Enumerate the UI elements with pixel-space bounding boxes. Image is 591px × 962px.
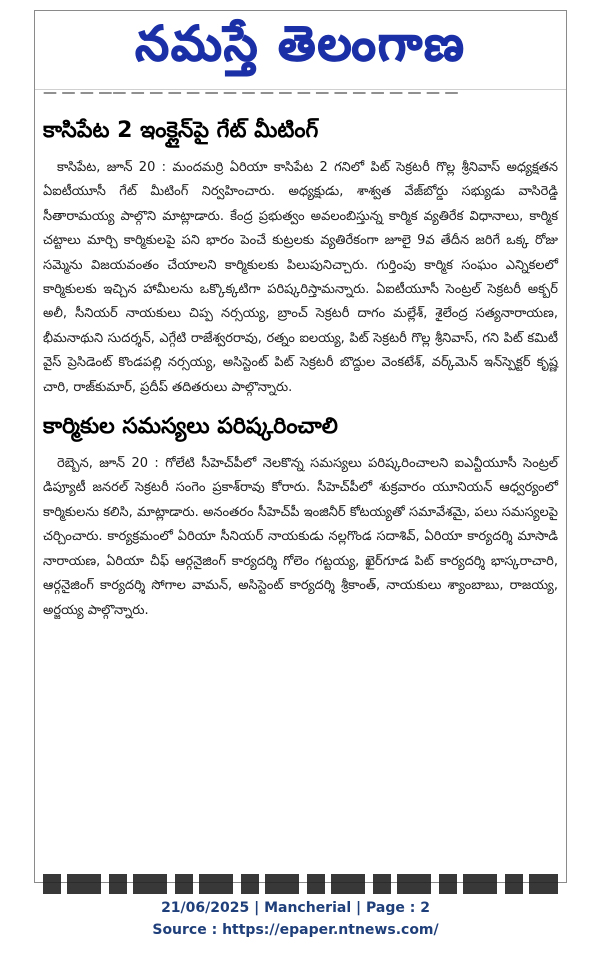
article-workers-issues <box>35 412 566 623</box>
cut-off-headline-fragment <box>43 874 558 894</box>
cut-off-next-headline <box>43 874 558 894</box>
cut-off-previous-text <box>43 85 558 108</box>
source-footer <box>0 897 591 941</box>
article-headline: కార్మికుల సమస్యలు పరిష్కరించాలి <box>43 414 338 440</box>
newspaper-clipping <box>34 10 567 883</box>
footer-date-page: 21/06/2025 | Mancherial | Page : 2 <box>161 900 430 916</box>
newspaper-logo: నమస్తే తెలంగాణ <box>135 16 466 72</box>
article-gate-meeting <box>35 116 566 400</box>
masthead <box>35 11 566 90</box>
article-body: రెబ్బెన, జూన్ 20 : గోలేటి సీహెచ్‌పీలో నెలకొన్న సమస్యలు పరిష్కరించాలని ఐఎన్టీయూసీ సెంట్రల్ డిప్యూటీ జనరల్ సెక్రటరీ సంగెం ప్రకాశ్‌రావు కోరారు. సీహెచ్‌పీలో శుక్రవారం యూనియన్ ఆధ్వర్యంలో కార్మికులను కలిసి, మాట్లాడారు. అనంతరం సీహెచ్‌పీ ఇంజినీర్ కోటయ్యతో సమావేశమై, పలు సమస్యలపై చర్చించారు. కార్యక్రమంలో ఏరియా సీనియర్ నాయకుడు నల్లగొండ సదాశివ్, ఏరియా కార్యదర్శి మాసాడి నారాయణ, ఏరియా చీఫ్ ఆర్గనైజింగ్ కార్యదర్శి గోలెం గట్టయ్య, ఖైర్‌గూడ పిట్ కార్యదర్శి భాస్కరాచారి, ఆర్గనైజింగ్ కార్యదర్శి సోగాల వామన్, అసిస్టెంట్ కార్యదర్శి శ్రీకాంత్, నాయకులు శ్యాంబాబు, రాజయ్య, అర్జయ్య పాల్గొన్నారు. <box>43 456 558 618</box>
article-body: కాసిపేట, జూన్ 20 : మందమర్రి ఏరియా కాసిపేట 2 గనిలో పిట్ సెక్రటరీ గొల్ల శ్రీనివాస్ అధ్యక్షతన ఏఐటీయూసీ గేట్ మీటింగ్ నిర్వహించారు. అధ్యక్షుడు, శాశ్వత వేజ్‌బోర్డు సభ్యుడు వాసిరెడ్డి సీతారామయ్య పాల్గొని మాట్లాడారు. కేంద్ర ప్రభుత్వం అవలంబిస్తున్న కార్మిక వ్యతిరేక విధానాలు, కార్మిక చట్టాలు మార్చి కార్మికులపై పని భారం పెంచే కుట్రలకు వ్యతిరేకంగా జూలై 9వ తేదీన జరిగే ఒక్క రోజు సమ్మెను విజయవంతం చేయాలని కార్మికులకు పిలుపునిచ్చారు. గుర్తింపు కార్మిక సంఘం ఎన్నికలలో కార్మికులకు ఇచ్చిన హామీలను ఒక్కొక్కటిగా పరిష్కరిస్తామన్నారు. ఏఐటీయూసీ సెంట్రల్ సెక్రటరీ అక్బర్ అలీ, సీనియర్ నాయకులు చిప్ప నర్సయ్య, బ్రాంచ్ సెక్రటరీ దాగం మల్లేశ్, శైలేంద్ర సత్యనారాయణ, భీమనాథుని సుదర్శన్, ఎగ్గేటి రాజేశ్వరరావు, రత్నం ఐలయ్య, పిట్ సెక్రటరీ గొల్ల శ్రీనివాస్, గని పిట్ కమిటీ వైస్ ప్రెసిడెంట్ కొండపల్లి నర్సయ్య, అసిస్టెంట్ పిట్ సెక్రటరీ బొద్దుల వెంకటేశ్, వర్క్‌మెన్ ఇన్‌స్పెక్టర్ కృష్ణ చారి, రాజ్‌కుమార్, ప్రదీప్ తదితరులు పాల్గొన్నారు. <box>43 160 558 395</box>
footer-source-link[interactable]: Source : https://epaper.ntnews.com/ <box>152 922 439 938</box>
cut-off-text-fragment: — — — —— — — — — — — — — — — — — — — — — — — <box>43 85 459 101</box>
article-headline: కాసిపేట 2 ఇంక్లైన్‌పై గేట్ మీటింగ్ <box>43 118 319 143</box>
